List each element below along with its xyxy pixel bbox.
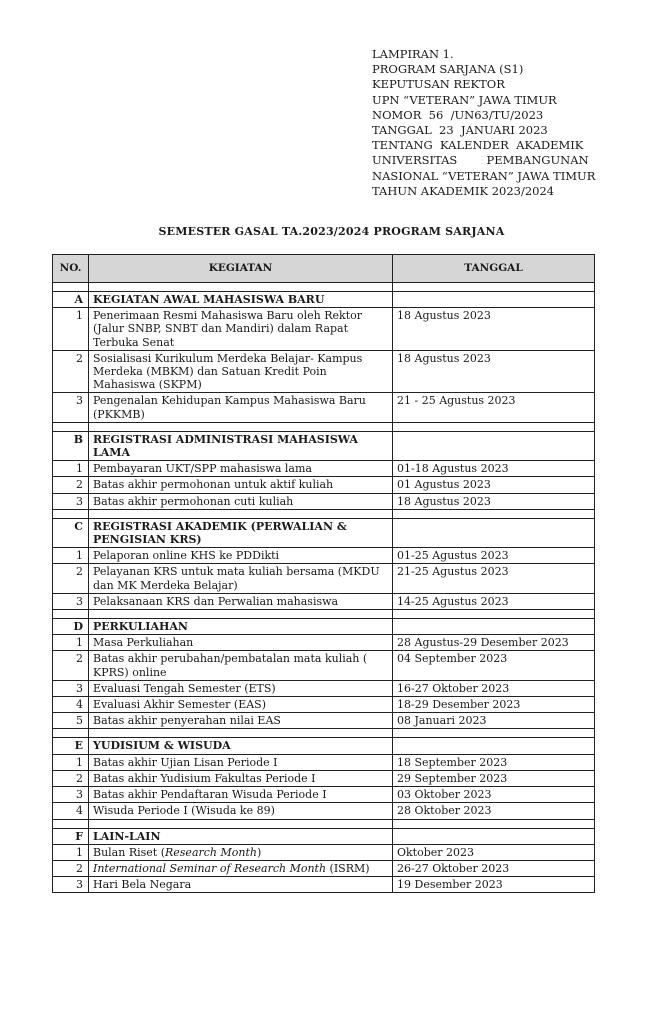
row-tanggal: 01-25 Agustus 2023 — [393, 548, 595, 564]
row-number: 2 — [53, 477, 89, 493]
spacer-cell — [53, 283, 89, 292]
spacer-cell — [89, 729, 393, 738]
row-kegiatan: Pelaporan online KHS ke PDDikti — [89, 548, 393, 564]
row-tanggal: 28 Agustus-29 Desember 2023 — [393, 635, 595, 651]
table-row — [53, 754, 595, 770]
header-line: LAMPIRAN 1. — [372, 47, 454, 61]
row-kegiatan: Pembayaran UKT/SPP mahasiswa lama — [89, 461, 393, 477]
table-body — [53, 283, 595, 893]
table-header-row — [53, 255, 595, 283]
row-kegiatan: Penerimaan Resmi Mahasiswa Baru oleh Rektor (Jalur SNBP, SNBT dan Mandiri) dalam Rapat Terbuka Senat — [89, 308, 393, 351]
row-number: 3 — [53, 393, 89, 422]
table-row — [53, 548, 595, 564]
row-number: 1 — [53, 844, 89, 860]
section-row — [53, 518, 595, 547]
row-number: 3 — [53, 787, 89, 803]
row-number: 2 — [53, 564, 89, 593]
section-row — [53, 619, 595, 635]
row-tanggal: 01-18 Agustus 2023 — [393, 461, 595, 477]
kegiatan-text: (ISRM) — [326, 861, 370, 875]
spacer-cell — [53, 819, 89, 828]
row-tanggal: 08 Januari 2023 — [393, 713, 595, 729]
spacer-cell — [89, 283, 393, 292]
row-kegiatan: Evaluasi Tengah Semester (ETS) — [89, 680, 393, 696]
row-number: 1 — [53, 635, 89, 651]
column-header-tanggal: TANGGAL — [393, 255, 595, 283]
row-number: 2 — [53, 350, 89, 393]
section-date-cell — [393, 431, 595, 460]
spacer-cell — [53, 422, 89, 431]
row-tanggal: 18 Agustus 2023 — [393, 350, 595, 393]
table-row — [53, 877, 595, 893]
spacer-row — [53, 610, 595, 619]
row-tanggal: 14-25 Agustus 2023 — [393, 593, 595, 609]
row-tanggal: 29 September 2023 — [393, 770, 595, 786]
row-kegiatan: Batas akhir permohonan cuti kuliah — [89, 493, 393, 509]
section-row — [53, 828, 595, 844]
header-line: UNIVERSITAS PEMBANGUNAN — [372, 153, 589, 168]
section-code: A — [53, 292, 89, 308]
row-kegiatan: Pelayanan KRS untuk mata kuliah bersama (MKDU dan MK Merdeka Belajar) — [89, 564, 393, 593]
table-row — [53, 770, 595, 786]
header-line: UPN “VETERAN” JAWA TIMUR — [372, 92, 557, 107]
row-number: 1 — [53, 308, 89, 351]
header-line: TANGGAL 23 JANUARI 2023 — [372, 123, 548, 138]
header-line: KEPUTUSAN REKTOR — [372, 77, 505, 92]
row-number: 4 — [53, 803, 89, 819]
section-title: REGISTRASI AKADEMIK (PERWALIAN & PENGISIAN KRS) — [89, 518, 393, 547]
spacer-cell — [393, 422, 595, 431]
table-row — [53, 461, 595, 477]
row-kegiatan: Evaluasi Akhir Semester (EAS) — [89, 697, 393, 713]
header-line: PROGRAM SARJANA (S1) — [372, 62, 524, 77]
spacer-row — [53, 509, 595, 518]
row-kegiatan: Batas akhir perubahan/pembatalan mata kuliah ( KPRS) online — [89, 651, 393, 680]
kegiatan-text: Bulan Riset ( — [93, 845, 165, 859]
section-title: KEGIATAN AWAL MAHASISWA BARU — [89, 292, 393, 308]
spacer-cell — [393, 610, 595, 619]
spacer-cell — [53, 610, 89, 619]
table-row — [53, 803, 595, 819]
row-kegiatan: Batas akhir Yudisium Fakultas Periode I — [89, 770, 393, 786]
section-code: F — [53, 828, 89, 844]
row-kegiatan — [89, 860, 393, 876]
row-number: 2 — [53, 860, 89, 876]
spacer-cell — [393, 283, 595, 292]
section-date-cell — [393, 518, 595, 547]
kegiatan-italic-text: Research Month — [165, 845, 257, 859]
row-kegiatan — [89, 844, 393, 860]
row-kegiatan: Masa Perkuliahan — [89, 635, 393, 651]
row-tanggal: 18-29 Desember 2023 — [393, 697, 595, 713]
spacer-row — [53, 819, 595, 828]
row-number: 3 — [53, 680, 89, 696]
row-tanggal: Oktober 2023 — [393, 844, 595, 860]
row-kegiatan: Pelaksanaan KRS dan Perwalian mahasiswa — [89, 593, 393, 609]
section-title: LAIN-LAIN — [89, 828, 393, 844]
row-kegiatan: Batas akhir Pendaftaran Wisuda Periode I — [89, 787, 393, 803]
table-row — [53, 713, 595, 729]
row-kegiatan: Pengenalan Kehidupan Kampus Mahasiswa Baru (PKKMB) — [89, 393, 393, 422]
section-code: C — [53, 518, 89, 547]
row-tanggal: 16-27 Oktober 2023 — [393, 680, 595, 696]
table-row — [53, 697, 595, 713]
section-date-cell — [393, 292, 595, 308]
column-header-kegiatan: KEGIATAN — [89, 255, 393, 283]
document-title: SEMESTER GASAL TA.2023/2024 PROGRAM SARJANA — [158, 225, 505, 238]
row-number: 3 — [53, 593, 89, 609]
row-tanggal: 28 Oktober 2023 — [393, 803, 595, 819]
spacer-row — [53, 422, 595, 431]
row-number: 3 — [53, 877, 89, 893]
row-kegiatan: Batas akhir Ujian Lisan Periode I — [89, 754, 393, 770]
decree-header — [372, 47, 602, 199]
table-row — [53, 860, 595, 876]
spacer-cell — [89, 422, 393, 431]
header-line: TENTANG KALENDER AKADEMIK — [372, 138, 584, 153]
table-row — [53, 844, 595, 860]
table-row — [53, 680, 595, 696]
row-tanggal: 18 Agustus 2023 — [393, 493, 595, 509]
section-title: PERKULIAHAN — [89, 619, 393, 635]
table-row — [53, 787, 595, 803]
spacer-cell — [393, 819, 595, 828]
row-tanggal: 18 Agustus 2023 — [393, 308, 595, 351]
spacer-cell — [53, 509, 89, 518]
row-number: 2 — [53, 770, 89, 786]
table-row — [53, 635, 595, 651]
kegiatan-italic-text: International Seminar of Research Month — [93, 861, 327, 875]
row-number: 3 — [53, 493, 89, 509]
section-date-cell — [393, 828, 595, 844]
header-line: TAHUN AKADEMIK 2023/2024 — [372, 183, 555, 198]
section-date-cell — [393, 619, 595, 635]
academic-calendar-table — [52, 254, 595, 893]
row-number: 4 — [53, 697, 89, 713]
header-line: NOMOR 56 /UN63/TU/2023 — [372, 107, 544, 122]
section-code: B — [53, 431, 89, 460]
section-row — [53, 292, 595, 308]
row-kegiatan: Hari Bela Negara — [89, 877, 393, 893]
row-kegiatan: Batas akhir penyerahan nilai EAS — [89, 713, 393, 729]
section-date-cell — [393, 738, 595, 754]
row-number: 1 — [53, 548, 89, 564]
table-row — [53, 350, 595, 393]
row-number: 2 — [53, 651, 89, 680]
spacer-cell — [89, 610, 393, 619]
row-number: 1 — [53, 461, 89, 477]
section-row — [53, 431, 595, 460]
table-row — [53, 393, 595, 422]
spacer-cell — [89, 509, 393, 518]
kegiatan-text: ) — [256, 845, 262, 859]
spacer-row — [53, 729, 595, 738]
row-tanggal: 21-25 Agustus 2023 — [393, 564, 595, 593]
row-tanggal: 03 Oktober 2023 — [393, 787, 595, 803]
row-kegiatan: Sosialisasi Kurikulum Merdeka Belajar- Kampus Merdeka (MBKM) dan Satuan Kredit Poin Mahasiswa (SKPM) — [89, 350, 393, 393]
section-code: D — [53, 619, 89, 635]
row-tanggal: 26-27 Oktober 2023 — [393, 860, 595, 876]
row-tanggal: 04 September 2023 — [393, 651, 595, 680]
section-row — [53, 738, 595, 754]
table-row — [53, 477, 595, 493]
row-tanggal: 19 Desember 2023 — [393, 877, 595, 893]
section-title: REGISTRASI ADMINISTRASI MAHASISWA LAMA — [89, 431, 393, 460]
column-header-no: NO. — [53, 255, 89, 283]
table-row — [53, 593, 595, 609]
table-row — [53, 308, 595, 351]
table-row — [53, 651, 595, 680]
row-tanggal: 21 - 25 Agustus 2023 — [393, 393, 595, 422]
spacer-row — [53, 283, 595, 292]
spacer-cell — [393, 509, 595, 518]
row-kegiatan: Wisuda Periode I (Wisuda ke 89) — [89, 803, 393, 819]
section-title: YUDISIUM & WISUDA — [89, 738, 393, 754]
row-kegiatan: Batas akhir permohonan untuk aktif kuliah — [89, 477, 393, 493]
row-tanggal: 18 September 2023 — [393, 754, 595, 770]
section-code: E — [53, 738, 89, 754]
spacer-cell — [53, 729, 89, 738]
table-row — [53, 493, 595, 509]
table-row — [53, 564, 595, 593]
header-line: NASIONAL “VETERAN” JAWA TIMUR — [372, 168, 596, 183]
spacer-cell — [89, 819, 393, 828]
row-tanggal: 01 Agustus 2023 — [393, 477, 595, 493]
spacer-cell — [393, 729, 595, 738]
row-number: 5 — [53, 713, 89, 729]
row-number: 1 — [53, 754, 89, 770]
